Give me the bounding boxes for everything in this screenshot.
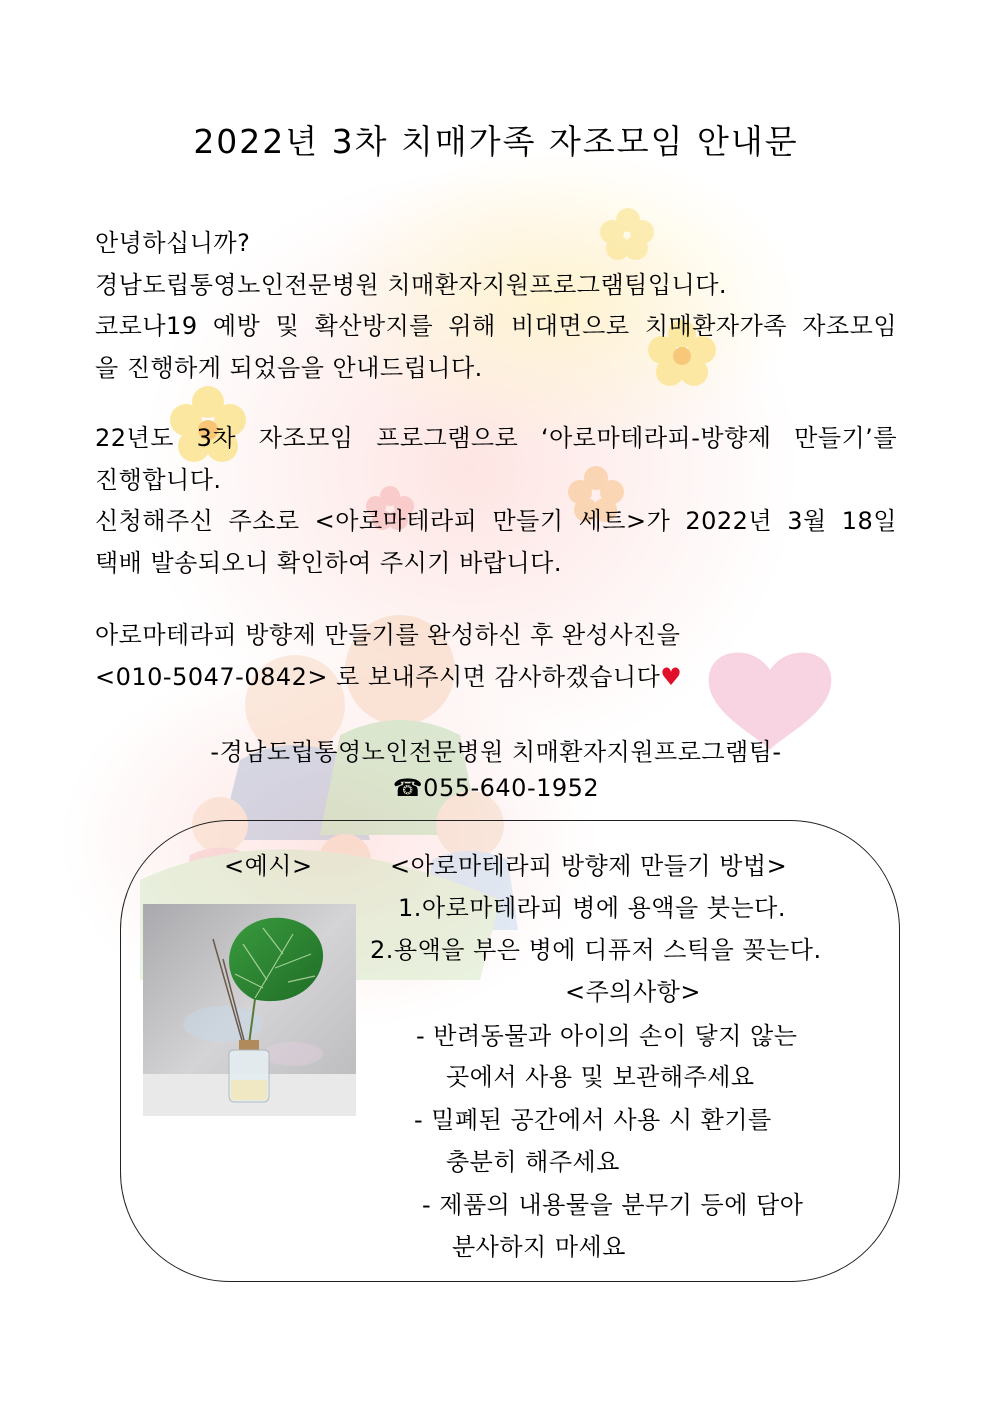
program-paragraph xyxy=(95,418,897,584)
example-label: <예시> xyxy=(224,852,313,880)
request-line xyxy=(95,657,897,699)
request-text: <010-5047-0842> 로 보내주시면 감사하겠습니다 xyxy=(95,662,661,691)
method-step: 2.용액을 부은 병에 디퓨저 스틱을 꽂는다. xyxy=(370,936,822,964)
caution-line: 곳에서 사용 및 보관해주세요 xyxy=(446,1063,755,1091)
intro-line: 경남도립통영노인전문병원 치매환자지원프로그램팀입니다. xyxy=(95,270,728,299)
caution-line: 충분히 해주세요 xyxy=(446,1148,620,1176)
caution-line: - 반려동물과 아이의 손이 닿지 않는 xyxy=(416,1022,798,1050)
intro-line: 안녕하십니까? xyxy=(95,229,251,257)
page-title: 2022년 3차 치매가족 자조모임 안내문 xyxy=(193,122,799,161)
heart-icon: ♥ xyxy=(660,662,683,691)
program-line: 22년도 3차 자조모임 프로그램으로 ‘아로마테라피-방향제 만들기’를 xyxy=(95,424,897,452)
intro-line: 을 진행하게 되었음을 안내드립니다. xyxy=(95,353,483,382)
diffuser-photo xyxy=(143,904,356,1116)
program-line: 택배 발송되오니 확인하여 주시기 바랍니다. xyxy=(95,548,562,577)
intro-line: 코로나19 예방 및 확산방지를 위해 비대면으로 치매환자가족 자조모임 xyxy=(95,312,897,340)
program-line: 진행합니다. xyxy=(95,465,222,494)
intro-paragraph xyxy=(95,223,897,389)
request-line: 아로마테라피 방향제 만들기를 완성하신 후 완성사진을 xyxy=(95,621,681,649)
program-line: 신청해주신 주소로 <아로마테라피 만들기 세트>가 2022년 3월 18일 xyxy=(95,507,897,535)
request-paragraph xyxy=(95,615,897,698)
method-step: 1.아로마테라피 병에 용액을 붓는다. xyxy=(398,894,786,922)
signature-phone: ☎055-640-1952 xyxy=(392,774,600,802)
caution-line: - 제품의 내용물을 분무기 등에 담아 xyxy=(422,1191,804,1219)
caution-line: 분사하지 마세요 xyxy=(452,1233,626,1261)
method-title: <아로마테라피 방향제 만들기 방법> xyxy=(390,852,788,880)
signature-team: -경남도립통영노인전문병원 치매환자지원프로그램팀- xyxy=(210,738,782,766)
caution-title: <주의사항> xyxy=(565,978,701,1006)
caution-line: - 밀폐된 공간에서 사용 시 환기를 xyxy=(414,1106,772,1134)
